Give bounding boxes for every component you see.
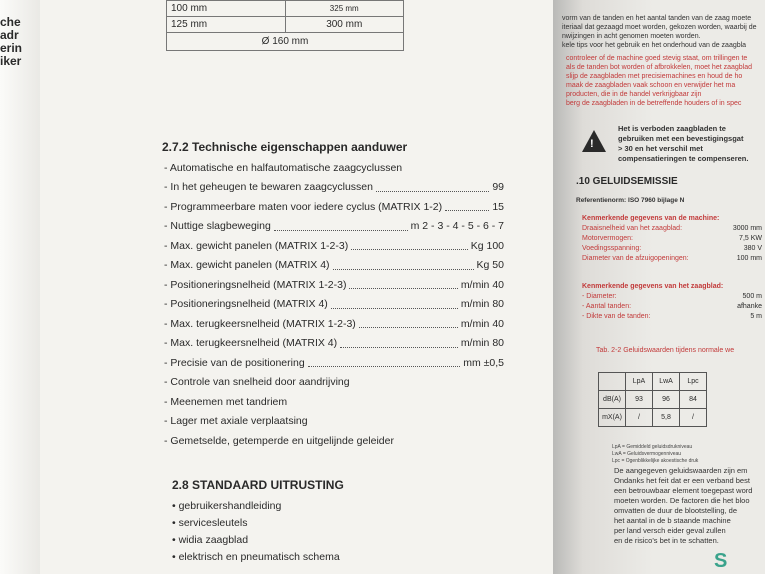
leader-dots — [349, 280, 457, 289]
list-item: • widia zaagblad — [172, 534, 249, 546]
warning-icon — [582, 130, 606, 152]
text-line: als de tanden bot worden of afbrokkelen, moet het zaagblad — [566, 64, 753, 71]
leader-dots — [351, 241, 468, 250]
spec-label: - Positioneringsnelheid (MATRIX 1-2-3) — [164, 278, 347, 291]
list-item: • elektrisch en pneumatisch schema — [172, 551, 340, 563]
table-cell: 5,8 — [653, 409, 680, 427]
text-line: Ondanks het feit dat er een verband best — [614, 476, 750, 485]
adjacent-page-edge — [0, 0, 40, 574]
tips-list — [566, 54, 765, 108]
spec-value: m/min 40 — [460, 278, 504, 291]
table-cell: 84 — [680, 391, 707, 409]
table-cell: 93 — [626, 391, 653, 409]
text-line: kele tips voor het gebruik en het onderhoud van de zaagbla — [562, 42, 747, 49]
kv-row — [582, 302, 762, 312]
kv-key: - Diameter: — [582, 293, 617, 300]
spec-value: m/min 40 — [460, 317, 504, 330]
table-cell: mX(A) — [599, 409, 626, 427]
watermark-logo: S — [714, 550, 728, 572]
text-line: moeten worden. De factoren die het bloo — [614, 496, 750, 505]
table-cell: LpA — [626, 373, 653, 391]
kv-key: Diameter van de afzuigopeningen: — [582, 255, 689, 262]
leader-dots — [331, 300, 458, 309]
table-legend — [612, 444, 698, 465]
text-line: het aantal in de b staande machine — [614, 516, 731, 525]
table-caption: Tab. 2-2 Geluidswaarden tijdens normale we — [596, 347, 735, 354]
kv-value: 380 V — [743, 245, 762, 252]
equipment-list — [172, 500, 340, 568]
table-row — [167, 17, 404, 33]
table-cell: 325 mm — [285, 1, 404, 17]
leader-dots — [445, 202, 489, 211]
spec-value: m 2 - 3 - 4 - 5 - 6 - 7 — [410, 220, 504, 233]
spec-row — [164, 353, 504, 373]
text-line: De aangegeven geluidswaarden zijn em — [614, 466, 748, 475]
list-item: • gebruikershandleiding — [172, 500, 282, 512]
leader-dots — [359, 319, 458, 328]
blade-data — [582, 282, 762, 322]
spec-row — [164, 236, 504, 256]
table-row — [599, 373, 707, 391]
edge-text: iker — [0, 54, 22, 68]
list-item: • servicesleutels — [172, 517, 248, 529]
spec-label: - Max. terugkeersnelheid (MATRIX 1-2-3) — [164, 317, 356, 330]
spec-label: - In het geheugen te bewaren zaagcyclussen — [164, 181, 373, 194]
spec-value: 15 — [492, 200, 504, 213]
edge-text: adr — [0, 28, 19, 42]
spec-row — [164, 275, 504, 295]
kv-row — [582, 234, 762, 244]
table-cell: LwA — [653, 373, 680, 391]
leader-dots — [376, 183, 489, 192]
machine-data — [582, 214, 762, 264]
reference-norm: Referentienorm: ISO 7960 bijlage N — [576, 197, 685, 204]
text-line: LpA = Gemiddeld geluidsdrukniveau — [612, 444, 693, 450]
text-line: berg de zaagbladen in de betreffende houders of in spec — [566, 100, 742, 107]
spec-label: - Gemetselde, getemperde en uitgelijnde geleider — [164, 434, 394, 447]
spec-row — [164, 256, 504, 276]
spec-row — [164, 197, 504, 217]
spec-list — [164, 158, 504, 451]
table-cell: dB(A) — [599, 391, 626, 409]
text-line: nwijzingen in acht genomen moeten worden. — [562, 33, 701, 40]
edge-text: erin — [0, 41, 23, 55]
spec-row — [164, 373, 504, 393]
text-line: slijp de zaagbladen met precisiemachines en houd de ho — [566, 73, 743, 80]
kv-row — [582, 254, 762, 264]
table-row — [167, 1, 404, 17]
kv-row — [582, 224, 762, 234]
subheading: Kenmerkende gegevens van het zaagblad: — [582, 283, 724, 290]
spec-value: m/min 80 — [460, 298, 504, 311]
spec-value: m/min 80 — [460, 337, 504, 350]
leader-dots — [333, 261, 474, 270]
exclamation-icon: ! — [590, 138, 594, 150]
section-title-28: 2.8 STANDAARD UITRUSTING — [172, 478, 344, 492]
spec-label: - Automatische en halfautomatische zaagcyclussen — [164, 161, 403, 174]
table-cell: 100 mm — [167, 1, 286, 17]
spec-label: - Positioneringsnelheid (MATRIX 4) — [164, 298, 328, 311]
table-cell: Ø 160 mm — [167, 33, 404, 51]
closing-paragraph — [614, 466, 764, 546]
kv-row — [582, 312, 762, 322]
section-title-272: 2.7.2 Technische eigenschappen aanduwer — [162, 140, 408, 154]
table-cell — [599, 373, 626, 391]
spec-row — [164, 392, 504, 412]
table-cell: Lpc — [680, 373, 707, 391]
kv-key: Motorvermogen: — [582, 235, 633, 242]
kv-value: 500 m — [742, 293, 762, 300]
text-line: vorm van de tanden en het aantal tanden van de zaag moete — [562, 15, 752, 22]
kv-value: 100 mm — [736, 255, 762, 262]
spec-row — [164, 334, 504, 354]
table-cell: 125 mm — [167, 17, 286, 33]
kv-value: 7,5 KW — [739, 235, 762, 242]
text-line: compensatieringen te compenseren. — [618, 154, 749, 163]
text-line: controleer of de machine goed stevig staat, om trillingen te — [566, 55, 748, 62]
text-line: maak de zaagbladen vaak schoon en verwijder het ma — [566, 82, 736, 89]
table-row — [599, 409, 707, 427]
spec-label: - Max. terugkeersnelheid (MATRIX 4) — [164, 337, 338, 350]
warning-text — [618, 124, 748, 164]
text-line: gebruiken met een bevestigingsgat — [618, 134, 744, 143]
text-line: > 30 en het verschil met — [618, 144, 703, 153]
table-cell: 300 mm — [285, 17, 404, 33]
spec-label: - Meenemen met tandriem — [164, 395, 288, 408]
spec-label: - Max. gewicht panelen (MATRIX 1-2-3) — [164, 239, 349, 252]
text-line: omvatten de duur de blootstelling, de — [614, 506, 737, 515]
table-row — [599, 391, 707, 409]
text-line: iteriaal dat gezaagd moet worden, gekozen worden, waarbij de — [562, 24, 757, 31]
text-line: Lpc = Ogenblikkelijke akoestische druk — [612, 458, 699, 464]
kv-value: 5 m — [750, 313, 762, 320]
kv-key: - Dikte van de tanden: — [582, 313, 651, 320]
spec-label: - Controle van snelheid door aandrijving — [164, 376, 350, 389]
leader-dots — [274, 222, 408, 231]
subheading: Kenmerkende gegevens van de machine: — [582, 215, 720, 222]
leader-dots — [308, 358, 461, 367]
table-cell: / — [626, 409, 653, 427]
spec-label: - Programmeerbare maten voor iedere cyclus (MATRIX 1-2) — [164, 200, 443, 213]
section-title-noise: .10 GELUIDSEMISSIE — [576, 176, 678, 187]
spec-row — [164, 431, 504, 451]
spec-row — [164, 217, 504, 237]
kv-row — [582, 244, 762, 254]
blade-size-table — [166, 0, 404, 51]
table-cell: 96 — [653, 391, 680, 409]
spec-value: mm ±0,5 — [463, 356, 504, 369]
noise-table — [598, 372, 707, 427]
spec-row — [164, 158, 504, 178]
spec-row — [164, 295, 504, 315]
text-line: Het is verboden zaagbladen te — [618, 124, 726, 133]
spec-row — [164, 178, 504, 198]
spec-row — [164, 314, 504, 334]
kv-key: - Aantal tanden: — [582, 303, 632, 310]
text-line: per land versch eider geval zullen — [614, 526, 726, 535]
spec-label: - Nuttige slagbeweging — [164, 220, 271, 233]
spec-label: - Lager met axiale verplaatsing — [164, 415, 308, 428]
kv-key: Voedingsspanning: — [582, 245, 642, 252]
kv-key: Draaisnelheid van het zaagblad: — [582, 225, 683, 232]
table-row — [167, 33, 404, 51]
intro-paragraph — [562, 14, 762, 50]
spec-label: - Max. gewicht panelen (MATRIX 4) — [164, 259, 330, 272]
text-line: producten, die in de handel verkrijgbaar zijn — [566, 91, 702, 98]
kv-row — [582, 292, 762, 302]
text-line: LwA = Geluidsvermogenniveau — [612, 451, 682, 457]
text-line: en de risico's bet in te schatten. — [614, 536, 719, 545]
kv-value: afhanke — [737, 303, 762, 310]
spec-value: Kg 50 — [476, 259, 504, 272]
spec-row — [164, 412, 504, 432]
spec-value: 99 — [492, 181, 504, 194]
edge-text: che — [0, 15, 21, 29]
spec-label: - Precisie van de positionering — [164, 356, 305, 369]
text-line: een betrouwbaar element toegepast word — [614, 486, 753, 495]
spec-value: Kg 100 — [470, 239, 504, 252]
leader-dots — [340, 339, 458, 348]
kv-value: 3000 mm — [732, 225, 762, 232]
table-cell: / — [680, 409, 707, 427]
